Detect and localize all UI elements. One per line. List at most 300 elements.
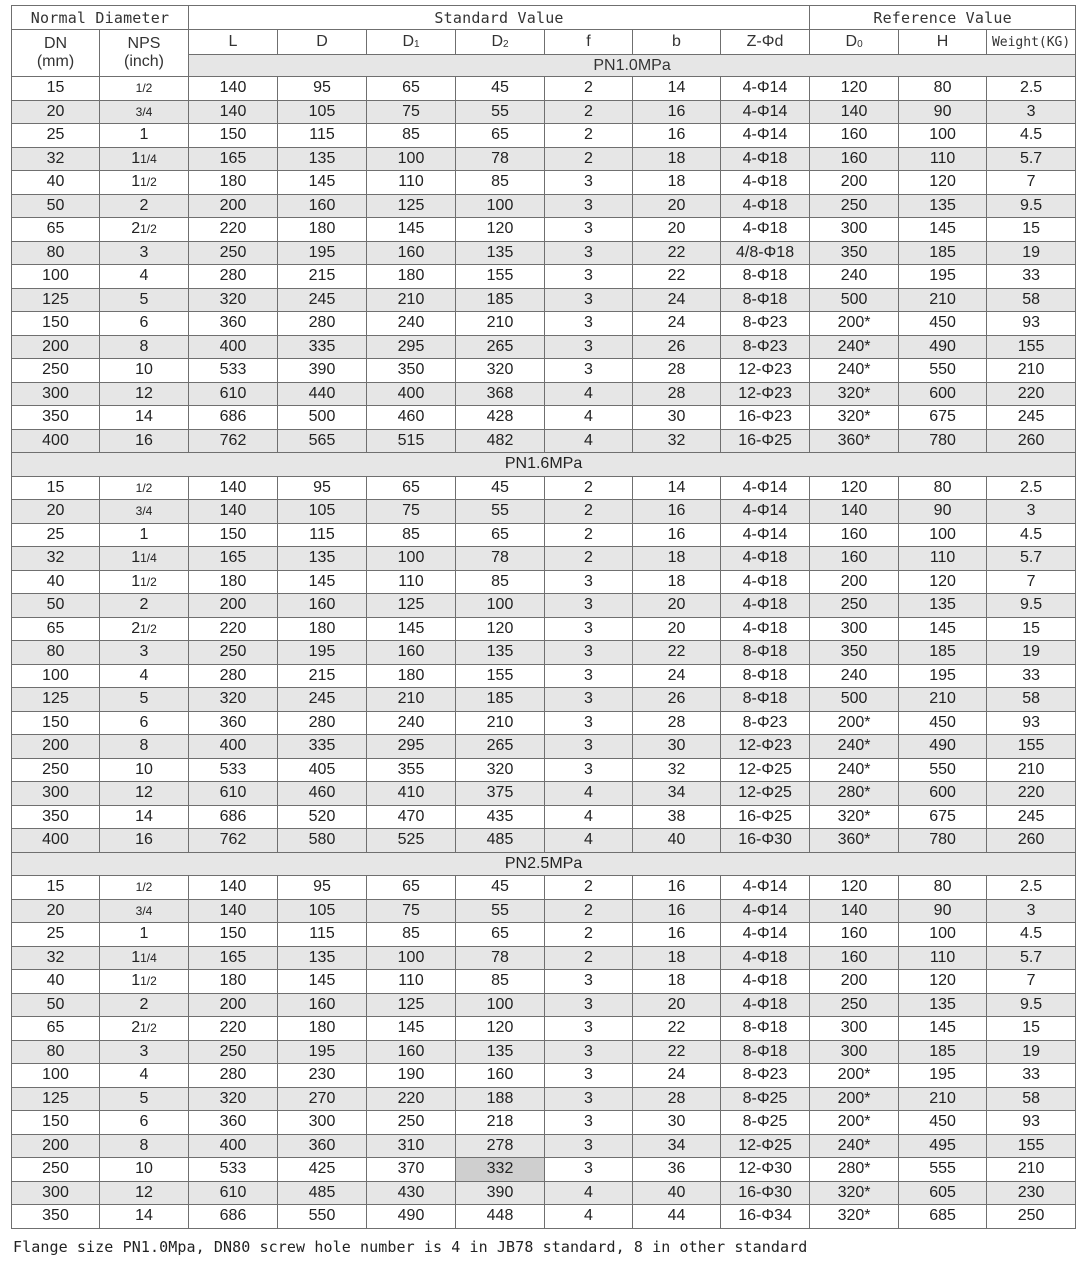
cell-H: 80	[899, 77, 987, 101]
cell-b: 14	[633, 476, 721, 500]
cell-zd: 16-Φ34	[721, 1205, 810, 1229]
cell-dn: 40	[12, 171, 100, 195]
cell-D: 425	[278, 1158, 367, 1182]
cell-zd: 4-Φ18	[721, 194, 810, 218]
cell-D0: 200*	[810, 1087, 899, 1111]
cell-dn: 100	[12, 664, 100, 688]
cell-L: 140	[189, 476, 278, 500]
table-row	[12, 899, 1076, 923]
cell-weight: 33	[987, 1064, 1076, 1088]
cell-D1: 370	[367, 1158, 456, 1182]
cell-H: 675	[899, 406, 987, 430]
table-row	[12, 124, 1076, 148]
cell-L: 686	[189, 406, 278, 430]
cell-L: 150	[189, 923, 278, 947]
cell-D1: 100	[367, 147, 456, 171]
section-row	[12, 852, 1076, 876]
table-row	[12, 147, 1076, 171]
cell-zd: 4-Φ18	[721, 547, 810, 571]
cell-D1: 145	[367, 1017, 456, 1041]
cell-dn: 125	[12, 1087, 100, 1111]
cell-L: 686	[189, 1205, 278, 1229]
cell-zd: 4/8-Φ18	[721, 241, 810, 265]
cell-nps: 2	[100, 993, 189, 1017]
table-row	[12, 923, 1076, 947]
cell-nps: 5	[100, 1087, 189, 1111]
table-row	[12, 876, 1076, 900]
reference-value-header: Reference Value	[810, 6, 1076, 30]
cell-D2: 100	[456, 993, 545, 1017]
cell-dn: 125	[12, 688, 100, 712]
cell-D2: 375	[456, 782, 545, 806]
cell-H: 120	[899, 171, 987, 195]
cell-weight: 7	[987, 171, 1076, 195]
table-body	[12, 77, 1076, 1229]
cell-D2: 55	[456, 500, 545, 524]
dn-header	[12, 30, 100, 77]
cell-f: 3	[545, 641, 633, 665]
cell-nps: 1	[100, 124, 189, 148]
table-row	[12, 194, 1076, 218]
cell-H: 135	[899, 194, 987, 218]
cell-L: 150	[189, 124, 278, 148]
cell-D0: 160	[810, 147, 899, 171]
cell-dn: 400	[12, 829, 100, 853]
cell-H: 195	[899, 1064, 987, 1088]
cell-D0: 200*	[810, 1064, 899, 1088]
cell-zd: 8-Φ18	[721, 688, 810, 712]
cell-H: 210	[899, 1087, 987, 1111]
cell-L: 200	[189, 993, 278, 1017]
cell-L: 150	[189, 523, 278, 547]
cell-nps: 21/2	[100, 218, 189, 242]
cell-D0: 140	[810, 500, 899, 524]
cell-D1: 85	[367, 523, 456, 547]
cell-H: 685	[899, 1205, 987, 1229]
cell-nps: 6	[100, 312, 189, 336]
cell-L: 165	[189, 147, 278, 171]
cell-L: 533	[189, 758, 278, 782]
cell-zd: 8-Φ25	[721, 1111, 810, 1135]
cell-D0: 300	[810, 218, 899, 242]
cell-nps: 11/2	[100, 570, 189, 594]
cell-D0: 120	[810, 876, 899, 900]
cell-dn: 250	[12, 359, 100, 383]
cell-H: 145	[899, 218, 987, 242]
cell-dn: 65	[12, 1017, 100, 1041]
cell-D2: 265	[456, 335, 545, 359]
cell-weight: 260	[987, 429, 1076, 453]
cell-D2: 435	[456, 805, 545, 829]
cell-L: 220	[189, 1017, 278, 1041]
cell-D2: 65	[456, 124, 545, 148]
cell-D: 105	[278, 100, 367, 124]
cell-nps: 6	[100, 711, 189, 735]
cell-D0: 320*	[810, 1205, 899, 1229]
cell-weight: 2.5	[987, 476, 1076, 500]
cell-D1: 180	[367, 664, 456, 688]
cell-zd: 8-Φ23	[721, 335, 810, 359]
table-row	[12, 100, 1076, 124]
cell-H: 210	[899, 288, 987, 312]
cell-nps: 1/2	[100, 476, 189, 500]
cell-D1: 350	[367, 359, 456, 383]
cell-dn: 40	[12, 570, 100, 594]
cell-weight: 250	[987, 1205, 1076, 1229]
cell-D0: 200	[810, 570, 899, 594]
cell-D2: 368	[456, 382, 545, 406]
cell-D0: 200*	[810, 711, 899, 735]
cell-D2: 218	[456, 1111, 545, 1135]
cell-nps: 14	[100, 406, 189, 430]
cell-L: 762	[189, 429, 278, 453]
cell-L: 250	[189, 241, 278, 265]
cell-D0: 240	[810, 664, 899, 688]
cell-D0: 160	[810, 547, 899, 571]
cell-D0: 500	[810, 688, 899, 712]
table-row	[12, 617, 1076, 641]
cell-f: 3	[545, 688, 633, 712]
cell-f: 4	[545, 805, 633, 829]
cell-D: 115	[278, 923, 367, 947]
cell-L: 180	[189, 171, 278, 195]
cell-b: 30	[633, 406, 721, 430]
cell-L: 280	[189, 664, 278, 688]
table-row	[12, 1134, 1076, 1158]
cell-L: 360	[189, 1111, 278, 1135]
cell-nps: 3	[100, 241, 189, 265]
cell-H: 490	[899, 735, 987, 759]
cell-nps: 1/2	[100, 876, 189, 900]
cell-dn: 50	[12, 594, 100, 618]
cell-weight: 5.7	[987, 147, 1076, 171]
cell-L: 140	[189, 77, 278, 101]
cell-D: 160	[278, 993, 367, 1017]
cell-zd: 12-Φ23	[721, 359, 810, 383]
cell-nps: 3	[100, 1040, 189, 1064]
cell-D: 105	[278, 500, 367, 524]
col-H-header: H	[899, 30, 987, 55]
cell-b: 16	[633, 876, 721, 900]
cell-f: 2	[545, 923, 633, 947]
cell-nps: 16	[100, 429, 189, 453]
cell-D: 550	[278, 1205, 367, 1229]
cell-b: 22	[633, 1040, 721, 1064]
cell-D2: 55	[456, 899, 545, 923]
cell-b: 16	[633, 523, 721, 547]
cell-nps: 3	[100, 641, 189, 665]
cell-D1: 110	[367, 570, 456, 594]
cell-weight: 260	[987, 829, 1076, 853]
cell-H: 80	[899, 876, 987, 900]
cell-D2: 265	[456, 735, 545, 759]
table-row	[12, 1181, 1076, 1205]
cell-weight: 210	[987, 359, 1076, 383]
cell-D0: 350	[810, 241, 899, 265]
cell-zd: 16-Φ23	[721, 406, 810, 430]
cell-zd: 8-Φ23	[721, 312, 810, 336]
cell-L: 280	[189, 1064, 278, 1088]
cell-b: 26	[633, 335, 721, 359]
table-row	[12, 1040, 1076, 1064]
cell-D2: 78	[456, 147, 545, 171]
cell-L: 165	[189, 547, 278, 571]
cell-dn: 300	[12, 382, 100, 406]
cell-weight: 210	[987, 758, 1076, 782]
cell-H: 550	[899, 758, 987, 782]
cell-nps: 8	[100, 335, 189, 359]
cell-H: 80	[899, 476, 987, 500]
cell-L: 220	[189, 617, 278, 641]
footnote: Flange size PN1.0Mpa, DN80 screw hole number is 4 in JB78 standard, 8 in other standard	[13, 1238, 808, 1256]
cell-D1: 295	[367, 335, 456, 359]
cell-L: 220	[189, 218, 278, 242]
cell-D1: 160	[367, 641, 456, 665]
table-row	[12, 171, 1076, 195]
cell-dn: 15	[12, 876, 100, 900]
cell-D0: 120	[810, 476, 899, 500]
standard-value-header: Standard Value	[189, 6, 810, 30]
dn-unit: (mm)	[36, 53, 75, 70]
cell-D0: 250	[810, 993, 899, 1017]
cell-H: 605	[899, 1181, 987, 1205]
nps-label: NPS	[127, 35, 161, 52]
cell-L: 165	[189, 946, 278, 970]
table-row	[12, 641, 1076, 665]
cell-weight: 245	[987, 406, 1076, 430]
cell-D0: 240*	[810, 758, 899, 782]
cell-weight: 19	[987, 1040, 1076, 1064]
cell-D2: 320	[456, 758, 545, 782]
cell-weight: 155	[987, 335, 1076, 359]
cell-nps: 1	[100, 923, 189, 947]
cell-D: 270	[278, 1087, 367, 1111]
cell-nps: 21/2	[100, 1017, 189, 1041]
table-row	[12, 523, 1076, 547]
cell-b: 18	[633, 171, 721, 195]
cell-D1: 515	[367, 429, 456, 453]
cell-f: 2	[545, 147, 633, 171]
cell-nps: 4	[100, 1064, 189, 1088]
col-f-header: f	[545, 30, 633, 55]
cell-D0: 280*	[810, 782, 899, 806]
cell-H: 555	[899, 1158, 987, 1182]
cell-L: 200	[189, 594, 278, 618]
cell-D1: 355	[367, 758, 456, 782]
cell-H: 780	[899, 829, 987, 853]
cell-weight: 15	[987, 617, 1076, 641]
table-row	[12, 288, 1076, 312]
cell-zd: 4-Φ18	[721, 218, 810, 242]
table-row	[12, 594, 1076, 618]
cell-zd: 4-Φ18	[721, 147, 810, 171]
table-row	[12, 1064, 1076, 1088]
table-row	[12, 946, 1076, 970]
cell-f: 3	[545, 570, 633, 594]
cell-zd: 8-Φ18	[721, 1040, 810, 1064]
cell-D: 180	[278, 218, 367, 242]
cell-D: 135	[278, 946, 367, 970]
cell-H: 100	[899, 923, 987, 947]
cell-zd: 12-Φ30	[721, 1158, 810, 1182]
cell-D: 565	[278, 429, 367, 453]
cell-D1: 85	[367, 124, 456, 148]
cell-D1: 145	[367, 218, 456, 242]
cell-L: 200	[189, 194, 278, 218]
cell-L: 610	[189, 782, 278, 806]
cell-zd: 4-Φ18	[721, 594, 810, 618]
cell-D0: 240*	[810, 735, 899, 759]
cell-L: 360	[189, 312, 278, 336]
cell-b: 16	[633, 100, 721, 124]
cell-f: 2	[545, 77, 633, 101]
cell-D2: 85	[456, 570, 545, 594]
cell-D2: 482	[456, 429, 545, 453]
cell-nps: 10	[100, 1158, 189, 1182]
table-row	[12, 805, 1076, 829]
cell-L: 320	[189, 1087, 278, 1111]
cell-D: 440	[278, 382, 367, 406]
cell-f: 4	[545, 382, 633, 406]
cell-zd: 4-Φ14	[721, 100, 810, 124]
cell-D0: 240*	[810, 359, 899, 383]
cell-zd: 12-Φ25	[721, 758, 810, 782]
cell-D2: 135	[456, 641, 545, 665]
cell-H: 185	[899, 1040, 987, 1064]
cell-dn: 100	[12, 1064, 100, 1088]
cell-f: 3	[545, 1040, 633, 1064]
cell-dn: 250	[12, 1158, 100, 1182]
cell-D0: 200	[810, 970, 899, 994]
cell-H: 110	[899, 946, 987, 970]
cell-L: 610	[189, 1181, 278, 1205]
cell-zd: 8-Φ18	[721, 288, 810, 312]
cell-zd: 8-Φ18	[721, 641, 810, 665]
cell-f: 2	[545, 523, 633, 547]
cell-D2: 210	[456, 711, 545, 735]
cell-nps: 2	[100, 594, 189, 618]
cell-D2: 135	[456, 1040, 545, 1064]
cell-D0: 320*	[810, 805, 899, 829]
cell-weight: 155	[987, 735, 1076, 759]
cell-b: 22	[633, 641, 721, 665]
cell-L: 140	[189, 876, 278, 900]
table-row	[12, 1205, 1076, 1229]
cell-f: 4	[545, 1181, 633, 1205]
col-D0-header	[810, 30, 899, 55]
cell-D: 230	[278, 1064, 367, 1088]
cell-D2: 100	[456, 594, 545, 618]
cell-L: 762	[189, 829, 278, 853]
cell-dn: 400	[12, 429, 100, 453]
cell-b: 22	[633, 265, 721, 289]
cell-weight: 220	[987, 782, 1076, 806]
cell-H: 185	[899, 641, 987, 665]
cell-b: 16	[633, 124, 721, 148]
cell-D1: 220	[367, 1087, 456, 1111]
cell-H: 490	[899, 335, 987, 359]
table-row	[12, 218, 1076, 242]
cell-b: 18	[633, 946, 721, 970]
cell-f: 3	[545, 970, 633, 994]
cell-D1: 125	[367, 194, 456, 218]
cell-D2: 185	[456, 688, 545, 712]
cell-L: 180	[189, 970, 278, 994]
cell-b: 28	[633, 382, 721, 406]
cell-b: 38	[633, 805, 721, 829]
cell-f: 3	[545, 664, 633, 688]
table-row	[12, 570, 1076, 594]
col-D1-label: D	[402, 33, 414, 50]
cell-D1: 410	[367, 782, 456, 806]
cell-b: 18	[633, 147, 721, 171]
table-row	[12, 335, 1076, 359]
cell-nps: 12	[100, 1181, 189, 1205]
cell-H: 495	[899, 1134, 987, 1158]
cell-D: 160	[278, 594, 367, 618]
table-row	[12, 970, 1076, 994]
cell-D1: 85	[367, 923, 456, 947]
cell-D0: 160	[810, 124, 899, 148]
cell-D: 115	[278, 523, 367, 547]
cell-H: 145	[899, 617, 987, 641]
cell-weight: 9.5	[987, 594, 1076, 618]
cell-weight: 15	[987, 1017, 1076, 1041]
cell-zd: 12-Φ23	[721, 735, 810, 759]
cell-D1: 75	[367, 899, 456, 923]
cell-f: 3	[545, 1087, 633, 1111]
cell-f: 3	[545, 194, 633, 218]
cell-dn: 150	[12, 711, 100, 735]
cell-nps: 3/4	[100, 500, 189, 524]
cell-H: 600	[899, 782, 987, 806]
cell-D2: 45	[456, 476, 545, 500]
section-row	[12, 453, 1076, 477]
cell-f: 2	[545, 876, 633, 900]
cell-weight: 230	[987, 1181, 1076, 1205]
cell-D2: 45	[456, 77, 545, 101]
cell-L: 140	[189, 500, 278, 524]
cell-D0: 200	[810, 171, 899, 195]
cell-H: 550	[899, 359, 987, 383]
table-row	[12, 735, 1076, 759]
cell-D: 390	[278, 359, 367, 383]
cell-b: 32	[633, 429, 721, 453]
cell-b: 36	[633, 1158, 721, 1182]
cell-D: 245	[278, 688, 367, 712]
cell-D0: 200*	[810, 1111, 899, 1135]
cell-D1: 210	[367, 688, 456, 712]
cell-b: 28	[633, 711, 721, 735]
cell-dn: 350	[12, 805, 100, 829]
cell-nps: 14	[100, 805, 189, 829]
cell-L: 140	[189, 100, 278, 124]
cell-zd: 12-Φ25	[721, 1134, 810, 1158]
cell-D0: 250	[810, 594, 899, 618]
cell-L: 686	[189, 805, 278, 829]
col-D2-sub: 2	[503, 39, 509, 50]
col-zd-header: Z-Φd	[721, 30, 810, 55]
cell-dn: 200	[12, 1134, 100, 1158]
cell-weight: 4.5	[987, 124, 1076, 148]
cell-b: 26	[633, 688, 721, 712]
cell-D1: 100	[367, 547, 456, 571]
nps-header	[100, 30, 189, 77]
cell-dn: 50	[12, 993, 100, 1017]
cell-b: 34	[633, 1134, 721, 1158]
cell-H: 450	[899, 312, 987, 336]
cell-b: 22	[633, 1017, 721, 1041]
